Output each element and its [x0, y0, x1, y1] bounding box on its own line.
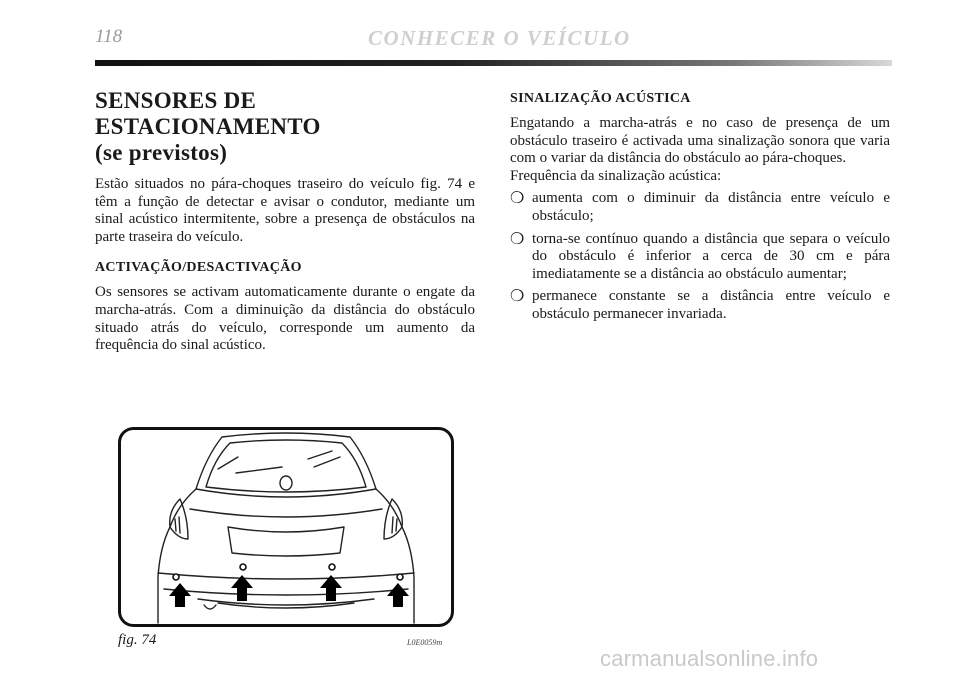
- rear-car-illustration: [118, 427, 454, 627]
- circle-bullet-icon: ❍: [510, 288, 525, 306]
- frequency-list: [510, 190, 890, 323]
- acoustic-paragraph: Engatando a marcha-atrás e no caso de presença de um obstáculo traseiro é activada uma sinalização sonora que varia com o variar da distância do obstáculo ao pára-choques.: [510, 115, 890, 167]
- parking-sensor: [240, 564, 246, 570]
- figure-code: L0E0059m: [407, 638, 443, 647]
- list-item-text: permanece constante se a distância entre veículo e obstáculo permanecer invariada.: [532, 288, 890, 322]
- parking-sensor: [397, 574, 403, 580]
- list-item: [510, 190, 890, 225]
- acoustic-heading: SINALIZAÇÃO ACÚSTICA: [510, 91, 691, 106]
- parking-sensor: [329, 564, 335, 570]
- list-item: [510, 231, 890, 284]
- circle-bullet-icon: ❍: [510, 190, 525, 208]
- activation-paragraph: Os sensores se activam automaticamente durante o engate da marcha-atrás. Com a diminuição da distância do obstáculo situado atrás do veículo, corresponde um aumento da frequência do sinal acústico.: [95, 284, 475, 354]
- section-title: [95, 88, 475, 166]
- running-header: CONHECER O VEÍCULO: [368, 26, 631, 50]
- left-column: [95, 88, 475, 355]
- activation-heading: ACTIVAÇÃO/DESACTIVAÇÃO: [95, 260, 302, 276]
- section-title-main: SENSORES DE ESTACIONAMENTO: [95, 88, 321, 139]
- figure-caption: fig. 74: [118, 632, 157, 648]
- page-number: 118: [95, 26, 123, 47]
- watermark: carmanualsonline.info: [600, 646, 819, 671]
- list-item-text: torna-se contínuo quando a distância que separa o veículo do obstáculo é inferior a cerca de 30 cm e pára imediatamente se a distância ao obstáculo aumentar;: [532, 230, 890, 282]
- circle-bullet-icon: ❍: [510, 230, 525, 248]
- parking-sensor: [173, 574, 179, 580]
- list-item-text: aumenta com o diminuir da distância entre veículo e obstáculo;: [532, 190, 890, 224]
- list-item: [510, 288, 890, 323]
- section-title-sub: (se previstos): [95, 140, 228, 165]
- right-column: [510, 88, 890, 329]
- frequency-intro: Frequência da sinalização acústica:: [510, 167, 722, 184]
- intro-paragraph: Estão situados no pára-choques traseiro do veículo fig. 74 e têm a função de detectar e avisar o condutor, mediante um sinal acústico intermitente, sobre a presença de obstáculos na parte traseira do veículo.: [95, 176, 475, 245]
- header-rule: [95, 60, 892, 66]
